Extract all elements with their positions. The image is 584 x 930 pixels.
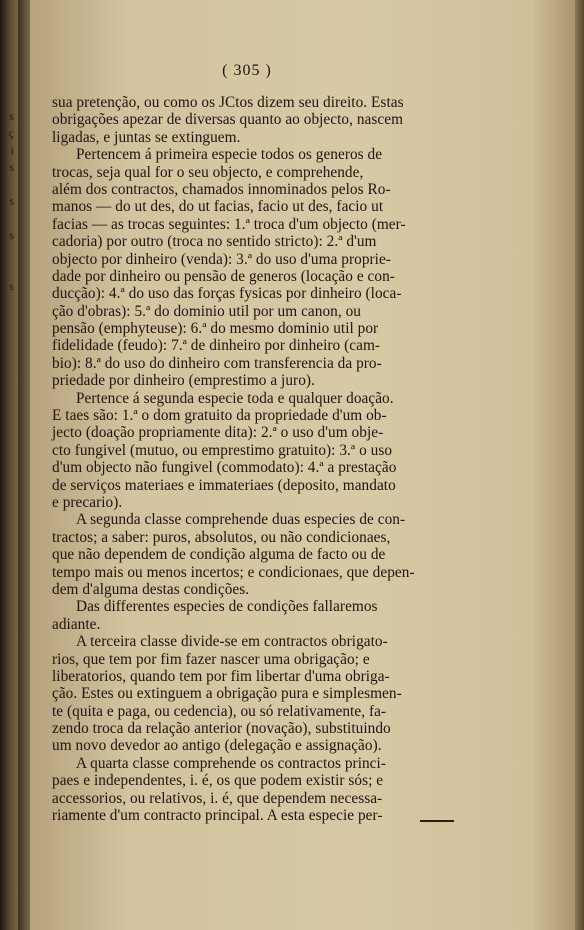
text-line: accessorios, ou relativos, i. é, que dependem necessa- bbox=[52, 789, 383, 807]
text-line: te (quita e paga, ou cedencia), ou só relativamente, fa- bbox=[52, 702, 387, 720]
text-line: ção. Estes ou extinguem a obrigação pura e simplesmen- bbox=[52, 685, 402, 703]
text-line: priedade por dinheiro (emprestimo a juro). bbox=[52, 372, 315, 390]
margin-letter: i bbox=[10, 143, 14, 157]
text-line: zendo troca da relação anterior (novação), substituindo bbox=[52, 720, 391, 738]
previous-page-margin-letters bbox=[2, 108, 14, 295]
margin-letter bbox=[2, 244, 14, 261]
text-line: Pertence á segunda especie toda e qualquer doação. bbox=[76, 389, 394, 407]
text-line: facias — as trocas seguintes: 1.ª troca d'um objecto (mer- bbox=[52, 215, 406, 233]
margin-letter: ç bbox=[8, 126, 14, 140]
catchword-mark bbox=[420, 818, 460, 824]
text-line: E taes são: 1.ª o dom gratuito da propriedade d'um ob- bbox=[52, 407, 387, 425]
margin-letter bbox=[2, 210, 14, 227]
text-line: paes e independentes, i. é, os que podem existir sós; e bbox=[52, 772, 384, 790]
text-line: dade por dinheiro ou pensão de generos (locação e con- bbox=[52, 267, 395, 285]
text-line: Pertencem á primeira especie todos os generos de bbox=[76, 146, 383, 164]
text-line: um novo devedor ao antigo (delegação e assignação). bbox=[52, 737, 382, 755]
text-line: tractos; a saber: puros, absolutos, ou não condicionaes, bbox=[52, 528, 391, 546]
text-line: que não dependem de condição alguma de facto ou de bbox=[52, 546, 386, 564]
text-line: d'um objecto não fungivel (commodato): 4.ª a prestação bbox=[52, 459, 397, 477]
text-line: pensão (emphyteuse): 6.ª do mesmo dominio util por bbox=[52, 320, 379, 338]
text-line: e precario). bbox=[52, 493, 123, 511]
text-line: A segunda classe comprehende duas especies de con- bbox=[76, 511, 406, 529]
margin-letter: s bbox=[9, 160, 14, 174]
margin-letter: s bbox=[9, 194, 14, 208]
text-line: adiante. bbox=[52, 615, 101, 633]
text-line: trocas, seja qual for o seu objecto, e comprehende, bbox=[52, 163, 364, 181]
text-line: sua pretenção, ou como os JCtos dizem seu direito. Estas bbox=[52, 94, 404, 111]
text-line: de serviços materiaes e immateriaes (deposito, mandato bbox=[52, 476, 396, 494]
text-line: jecto (doação propriamente dita): 2.ª o uso d'um obje- bbox=[52, 424, 384, 442]
catchword-dash bbox=[420, 820, 454, 822]
margin-letter bbox=[2, 176, 14, 193]
text-line: manos — do ut des, do ut facias, facio ut des, facio ut bbox=[52, 198, 384, 216]
text-line: dem d'alguma destas condições. bbox=[52, 580, 250, 598]
page-number: ( 305 ) bbox=[222, 62, 272, 79]
margin-letter: s bbox=[9, 279, 14, 293]
margin-letter: s bbox=[9, 228, 14, 242]
text-line: Das differentes especies de condições fallaremos bbox=[76, 598, 378, 616]
text-line: liberatorios, quando tem por fim libertar d'uma obriga- bbox=[52, 667, 390, 685]
text-line: cadoria) por outro (troca no sentido stricto): 2.ª d'um bbox=[52, 233, 377, 251]
text-line: rios, que tem por fim fazer nascer uma obrigação; e bbox=[52, 650, 370, 668]
margin-letter: s bbox=[9, 109, 14, 123]
page-body-text bbox=[52, 94, 456, 824]
page-edge-shadow bbox=[575, 0, 584, 930]
text-line: objecto por dinheiro (venda): 3.ª do uso d'uma proprie- bbox=[52, 250, 391, 268]
text-line: além dos contractos, chamados innominados pelos Ro- bbox=[52, 180, 391, 198]
text-line: ducção): 4.ª do uso das forças fysicas por dinheiro (loca- bbox=[52, 285, 402, 303]
text-line: ção d'obras): 5.ª do dominio util por um canon, ou bbox=[52, 302, 361, 320]
text-line: obrigações apezar de diversas quanto ao objecto, nascem bbox=[52, 111, 404, 129]
text-line: fidelidade (feudo): 7.ª de dinheiro por dinheiro (cam- bbox=[52, 337, 381, 355]
margin-letter bbox=[2, 261, 14, 278]
text-line: cto fungivel (mutuo, ou emprestimo gratuito): 3.ª o uso bbox=[52, 441, 393, 459]
text-line: A terceira classe divide-se em contractos obrigato- bbox=[76, 633, 388, 651]
text-line: tempo mais ou menos incertos; e condicionaes, que depen- bbox=[52, 563, 415, 581]
previous-page-edge bbox=[0, 0, 18, 930]
text-line: A quarta classe comprehende os contractos princi- bbox=[76, 754, 386, 772]
text-line: riamente d'um contracto principal. A esta especie per- bbox=[52, 807, 383, 825]
text-line: ligadas, e juntas se extinguem. bbox=[52, 128, 241, 146]
text-line: bio): 8.ª do uso do dinheiro com transferencia da pro- bbox=[52, 354, 382, 372]
